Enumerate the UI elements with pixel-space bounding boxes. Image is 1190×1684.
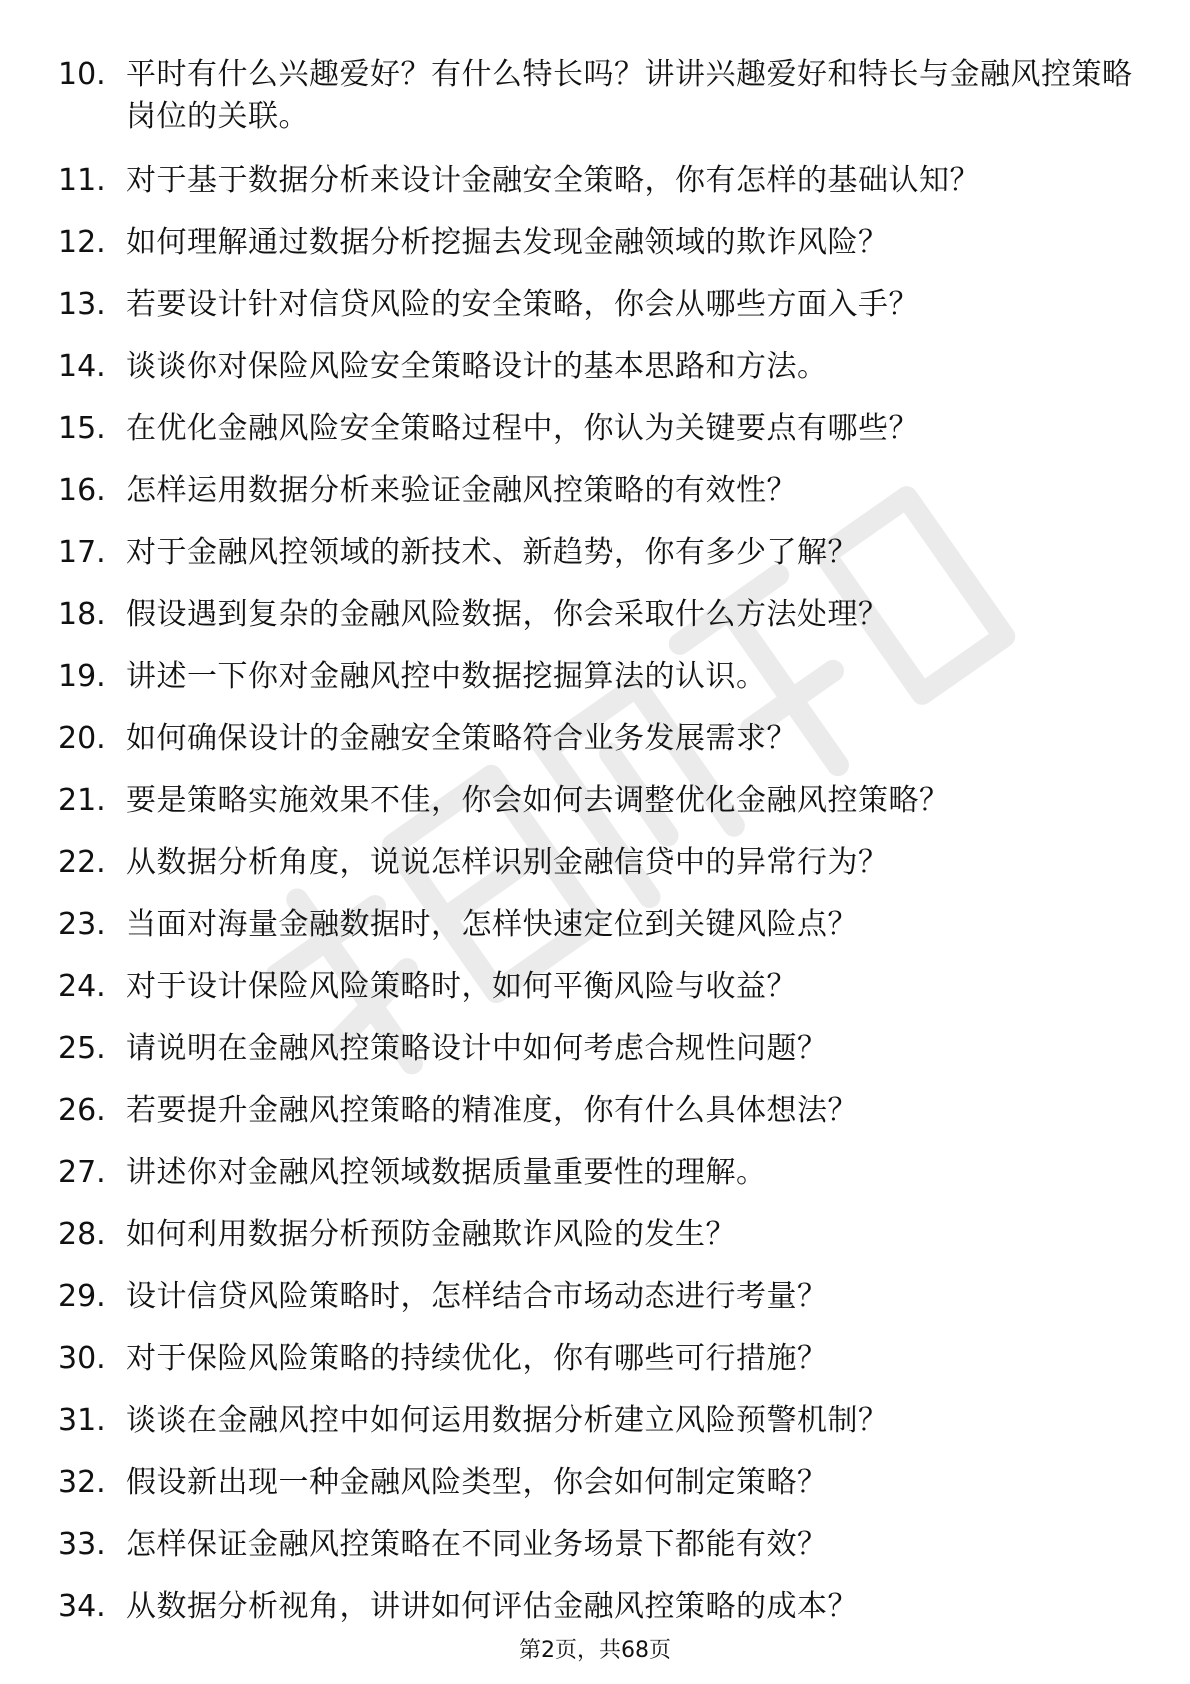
question-number: 18. bbox=[58, 597, 106, 632]
list-item bbox=[58, 904, 1138, 946]
question-text: 谈谈你对保险风险安全策略设计的基本思路和方法。 bbox=[126, 349, 828, 384]
question-text: 假设新出现一种金融风险类型，你会如何制定策略？ bbox=[126, 1465, 828, 1500]
question-text: 假设遇到复杂的金融风险数据，你会采取什么方法处理？ bbox=[126, 597, 889, 632]
question-number: 30. bbox=[58, 1341, 106, 1376]
question-text: 平时有什么兴趣爱好？有什么特长吗？讲讲兴趣爱好和特长与金融风控策略岗位的关联。 bbox=[126, 57, 1133, 134]
question-number: 23. bbox=[58, 907, 106, 942]
list-item bbox=[58, 1152, 1138, 1194]
question-number: 11. bbox=[58, 163, 106, 198]
question-text: 怎样保证金融风控策略在不同业务场景下都能有效？ bbox=[126, 1527, 828, 1562]
list-item bbox=[58, 346, 1138, 388]
question-number: 26. bbox=[58, 1093, 106, 1128]
list-item bbox=[58, 780, 1138, 822]
question-number: 15. bbox=[58, 411, 106, 446]
page-footer bbox=[0, 1636, 1190, 1666]
question-text: 从数据分析视角，讲讲如何评估金融风控策略的成本？ bbox=[126, 1589, 858, 1624]
list-item bbox=[58, 222, 1138, 264]
list-item bbox=[58, 1400, 1138, 1442]
question-number: 10. bbox=[58, 57, 106, 92]
question-text: 对于保险风险策略的持续优化，你有哪些可行措施？ bbox=[126, 1341, 828, 1376]
question-text: 如何理解通过数据分析挖掘去发现金融领域的欺诈风险？ bbox=[126, 225, 889, 260]
question-text: 若要设计针对信贷风险的安全策略，你会从哪些方面入手？ bbox=[126, 287, 919, 322]
list-item bbox=[58, 408, 1138, 450]
page-number-label: 第2页，共68页 bbox=[519, 1638, 671, 1663]
question-number: 28. bbox=[58, 1217, 106, 1252]
list-item bbox=[58, 656, 1138, 698]
list-item bbox=[58, 1338, 1138, 1380]
question-text: 在优化金融风险安全策略过程中，你认为关键要点有哪些？ bbox=[126, 411, 919, 446]
list-item bbox=[58, 532, 1138, 574]
list-item bbox=[58, 1276, 1138, 1318]
question-text: 讲述一下你对金融风控中数据挖掘算法的认识。 bbox=[126, 659, 767, 694]
list-item bbox=[58, 1214, 1138, 1256]
list-item bbox=[58, 718, 1138, 760]
question-number: 34. bbox=[58, 1589, 106, 1624]
question-text: 讲述你对金融风控领域数据质量重要性的理解。 bbox=[126, 1155, 767, 1190]
question-number: 17. bbox=[58, 535, 106, 570]
question-number: 27. bbox=[58, 1155, 106, 1190]
question-number: 33. bbox=[58, 1527, 106, 1562]
question-text: 若要提升金融风控策略的精准度，你有什么具体想法？ bbox=[126, 1093, 858, 1128]
question-number: 25. bbox=[58, 1031, 106, 1066]
list-item bbox=[58, 54, 1138, 138]
question-list bbox=[58, 54, 1138, 1648]
question-number: 19. bbox=[58, 659, 106, 694]
question-text: 如何确保设计的金融安全策略符合业务发展需求？ bbox=[126, 721, 797, 756]
question-number: 12. bbox=[58, 225, 106, 260]
list-item bbox=[58, 1462, 1138, 1504]
question-number: 20. bbox=[58, 721, 106, 756]
list-item bbox=[58, 160, 1138, 202]
list-item bbox=[58, 594, 1138, 636]
question-text: 当面对海量金融数据时，怎样快速定位到关键风险点？ bbox=[126, 907, 858, 942]
question-text: 如何利用数据分析预防金融欺诈风险的发生？ bbox=[126, 1217, 736, 1252]
list-item bbox=[58, 842, 1138, 884]
question-text: 怎样运用数据分析来验证金融风控策略的有效性？ bbox=[126, 473, 797, 508]
question-text: 对于基于数据分析来设计金融安全策略，你有怎样的基础认知？ bbox=[126, 163, 980, 198]
list-item bbox=[58, 1586, 1138, 1628]
list-item bbox=[58, 1524, 1138, 1566]
question-number: 29. bbox=[58, 1279, 106, 1314]
list-item bbox=[58, 284, 1138, 326]
question-text: 从数据分析角度，说说怎样识别金融信贷中的异常行为？ bbox=[126, 845, 889, 880]
question-number: 32. bbox=[58, 1465, 106, 1500]
question-number: 16. bbox=[58, 473, 106, 508]
question-number: 13. bbox=[58, 287, 106, 322]
question-text: 请说明在金融风控策略设计中如何考虑合规性问题？ bbox=[126, 1031, 828, 1066]
question-number: 21. bbox=[58, 783, 106, 818]
question-text: 对于设计保险风险策略时，如何平衡风险与收益？ bbox=[126, 969, 797, 1004]
list-item bbox=[58, 470, 1138, 512]
question-number: 31. bbox=[58, 1403, 106, 1438]
question-number: 14. bbox=[58, 349, 106, 384]
question-number: 24. bbox=[58, 969, 106, 1004]
question-text: 设计信贷风险策略时，怎样结合市场动态进行考量？ bbox=[126, 1279, 828, 1314]
list-item bbox=[58, 966, 1138, 1008]
question-text: 对于金融风控领域的新技术、新趋势，你有多少了解？ bbox=[126, 535, 858, 570]
question-number: 22. bbox=[58, 845, 106, 880]
question-text: 要是策略实施效果不佳，你会如何去调整优化金融风控策略？ bbox=[126, 783, 950, 818]
list-item bbox=[58, 1090, 1138, 1132]
question-text: 谈谈在金融风控中如何运用数据分析建立风险预警机制？ bbox=[126, 1403, 889, 1438]
list-item bbox=[58, 1028, 1138, 1070]
